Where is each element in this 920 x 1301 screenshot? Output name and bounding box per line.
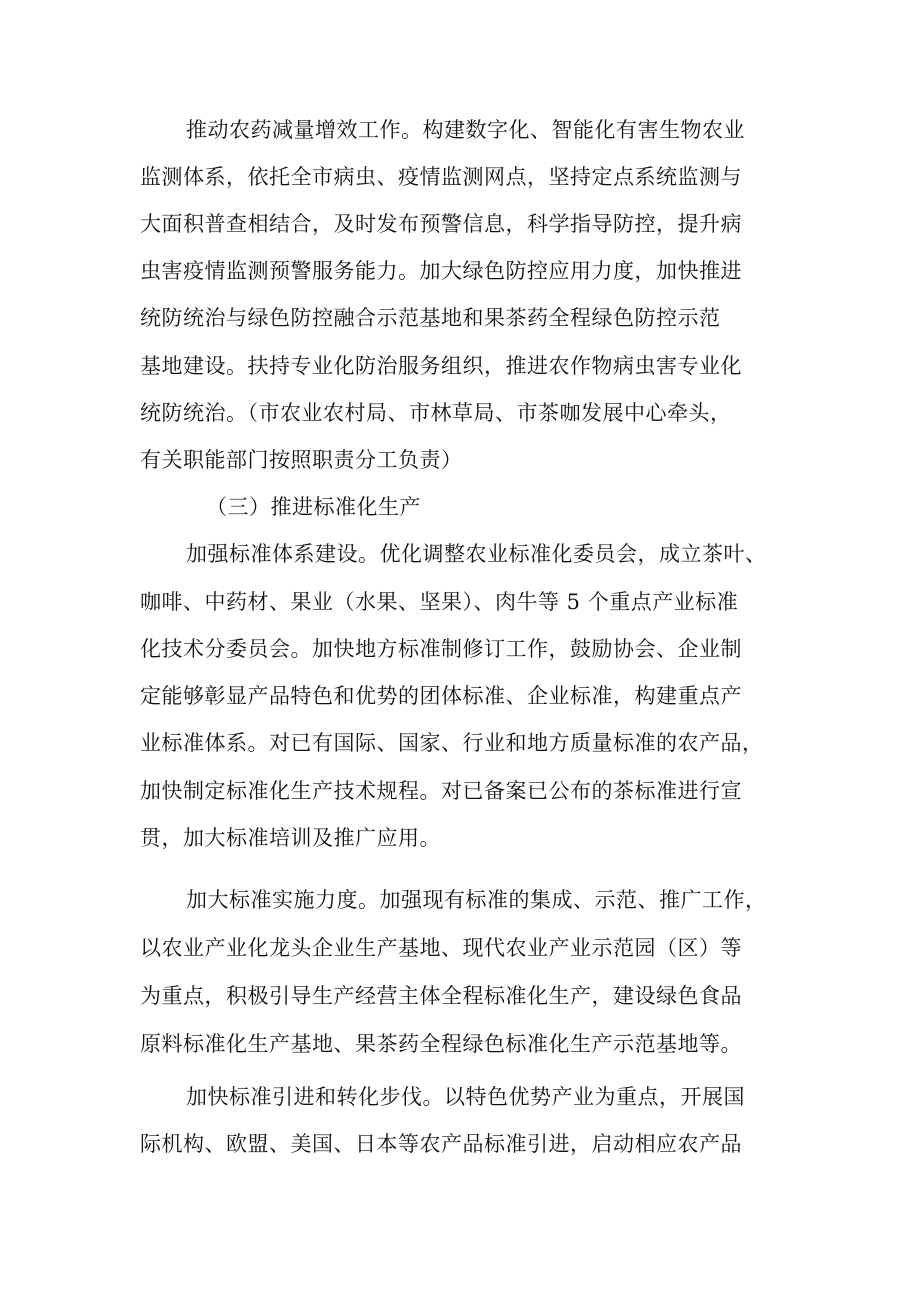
paragraph-standards-system-line: 加强标准体系建设。优化调整农业标准化委员会，成立茶叶、 [186,542,767,566]
paragraph-implementation-line: 以农业产业化龙头企业生产基地、现代农业产业示范园（区）等 [140,936,742,960]
paragraph-pesticide-line: 虫害疫情监测预警服务能力。加大绿色防控应用力度，加快推进 [140,259,742,283]
paragraph-implementation-line: 为重点，积极引导生产经营主体全程标准化生产，建设绿色食品 [140,984,742,1008]
paragraph-pesticide-line: 监测体系，依托全市病虫、疫情监测网点，坚持定点系统监测与 [140,165,742,189]
paragraph-pesticide-line: 有关职能部门按照职责分工负责） [140,448,463,472]
paragraph-pesticide-line: 推动农药减量增效工作。构建数字化、智能化有害生物农业 [186,118,745,142]
paragraph-implementation-line: 加大标准实施力度。加强现有标准的集成、示范、推广工作， [186,888,767,912]
section-heading: （三）推进标准化生产 [206,495,421,519]
paragraph-standards-system-line: 贯，加大标准培训及推广应用。 [140,826,441,850]
paragraph-pesticide-line: 基地建设。扶持专业化防治服务组织，推进农作物病虫害专业化 [140,354,742,378]
paragraph-pesticide-line: 大面积普查相结合，及时发布预警信息，科学指导防控，提升病 [140,212,742,236]
paragraph-standards-system-line: 化技术分委员会。加快地方标准制修订工作，鼓励协会、企业制 [140,637,742,661]
paragraph-implementation-line: 原料标准化生产基地、果茶药全程绿色标准化生产示范基地等。 [140,1032,742,1056]
paragraph-introduction-line: 加快标准引进和转化步伐。以特色优势产业为重点，开展国 [186,1085,745,1109]
paragraph-standards-system-line: 加快制定标准化生产技术规程。对已备案已公布的茶标准进行宣 [140,779,742,803]
paragraph-pesticide-line: 统防统治与绿色防控融合示范基地和果茶药全程绿色防控示范 [140,306,721,330]
paragraph-standards-system-line: 定能够彰显产品特色和优势的团体标准、企业标准，构建重点产 [140,684,742,708]
paragraph-introduction-line: 际机构、欧盟、美国、日本等农产品标准引进，启动相应农产品 [140,1132,742,1156]
paragraph-pesticide-line: 统防统治。（市农业农村局、市林草局、市茶咖发展中心牵头， [140,401,732,425]
paragraph-standards-system-line: 业标准体系。对已有国际、国家、行业和地方质量标准的农产品， [140,731,764,755]
paragraph-standards-system-line: 咖啡、中药材、果业（水果、坚果）、肉牛等 5 个重点产业标准 [140,590,739,614]
